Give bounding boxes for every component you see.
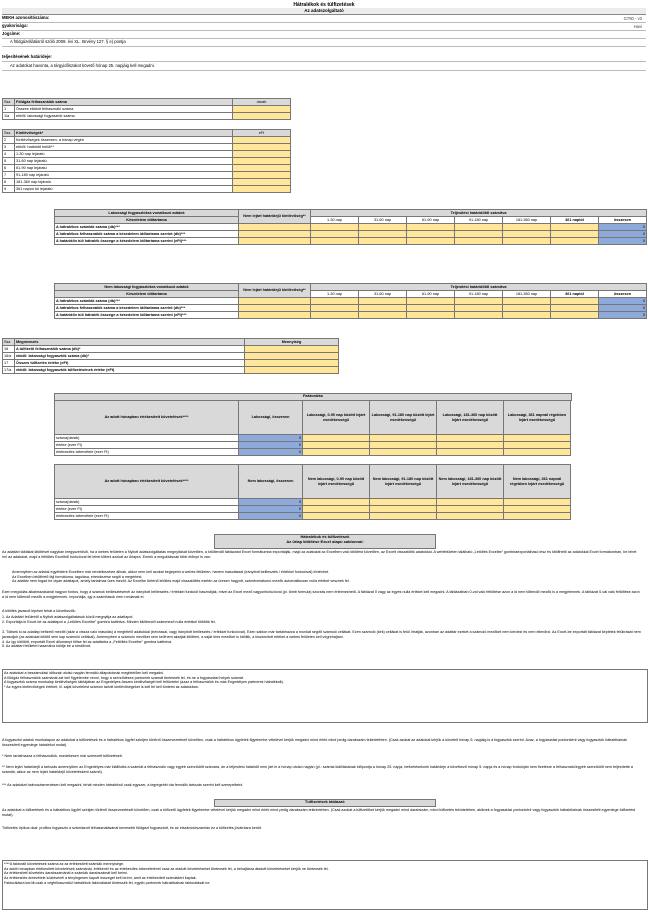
notes-p7: ** Nem lejárt határidejű a tartozás amennyiben az Engedélyes már kiállította a számlát a felhasználó vagy egyéb szerződött számára, de a teljesítési határidő nem járt le a hónap utolsó napján (pl.: számla kiállításának időpontja a hónap 25. napja, befizetéseknek határideje a következő hónap 5. napja és a hónap fordulóján nem fizetésre a felhasználó/egyéb szerződött nem teljesítette a számlát, akkor az nem lejárt határidejű követelésként számít). (2, 765, 633, 774)
cell-label: Földgáz felhasználók száma (15, 99, 233, 106)
info-line-frequency: gyakorisága: Havi (2, 23, 646, 31)
info-line-legal: Jogcíme: (2, 31, 646, 39)
factoring-nonhousehold-table: Az adott hónapban értékesített követelések**** Nem lakossági, összesen Nem lakossági, 0-90 nap között lejárt esedékességű Nem lakossági, 91-180 nap között lejárt esedékességű Nem lakossági, 181-360 nap között lejárt esedékességű Nem lakossági, 361 napnál régebben lejárt esedékességű száma(darab) 0 értéke (ezer Ft) 0 értékesítés árbevétele (ezer Ft) 0 (54, 464, 571, 520)
overpayment-table: Ssz. Megnevezés Mennyiség 16 A túlfizető felhasználók száma (db)* 16/a ebből: lakossági fogyasztók száma (db)* 17 Összes túlfizetés értéke (eFt) 17/a ebből: lakossági fogyasztók túlfizetésének értéke (eFt) (2, 338, 339, 374)
table-title: Nem lakossági fogyasztókra vonatkozó adatok (55, 284, 239, 291)
cell-ssz: Ssz. (3, 99, 15, 106)
cell-label: Összes ellátott felhasználó száma (15, 106, 233, 113)
input-cell[interactable] (233, 106, 291, 113)
notes-intro: Az adattári táblákat kitöltését nagyban leegyszerűsíti, ha a webes felületen a Nyitott adatszolgáltatás megnyitását követően, a kitöltendő táblázatot Excel formátumba exportálják, majd az adatokat az Excelben való kitöltést követően, az Excelt visszatöltik adatokkal. A webfelületen található „Letöltés Excelbe” gombbaexportálhasó lesz és kitölthető az adatokkal Excel formátumban, be lehet írni az adatokat, majd a feltöltés Excelből funkcióval fel lehet tölteni azokat az űrlapra. Ennek a megoldásnak több előnye is van: (2, 550, 637, 559)
form-code: G780 - v3 (623, 16, 642, 21)
notes-p2: Ezen megoldás alkalmazásánál nagyon fontos, hogy a számok beillesztésénél az irányított beillesztés / értékkel funkciót használják, mivel az Excel mező vagyonfunkcióval (pl. tömb formula) szorzás nem értelmezhető. A táblázat 0 vagy az egyes nulla értéket kell megadni. A táblázatban 0-val való feltöltése azon a id nem töltendő mezők is a megjelennek. A táblázat 0-val való feltöltése azon a id nem töltendő mezők a megjelennek. Importálja, így a számítások nem romlanak el. (2, 590, 640, 599)
cell-ssz: 1 (3, 106, 15, 113)
notes-steps: 1. Az Adattári felületről a Nyitott adatszolgáltatások közül megnyitja az adatlapot. 2. Exportálja ki Excel-be az adatlapot a „Letöltés Excelbe” gombra kattintva. Minden kitöltendő számmező nulla értékkel töltődik fel. 3. Töltsék ki az adatlap befizető mezőit (akár a vissza való másolás) a megfelelő adatokkal (beírással, vagy irányított beillesztés / értékkel funkcióval). Ezen sablon már tartalmazza a munkát segítő számoló cellákat. Ezen számoló (kék) cellákat is felül írhatják, azonban az adattár ezeket a számoló mezőket nem kérdezi és nem ellenőrzi. Az Excel-be exportált táblázat képletek felülírását nem javasoljuk (az adatokat kitöltő sem kap számoló cellákat). Amennyiben a számoló mezőket nem kell/nem akarják kitölteni, a saját üres mezőket is kitöltik, a kiszámított értéket a webes felületen kell végrehajtani. 4. Az így kitöltött, exportált Excel állományt töltse fel az adattárba a „Feltöltés Excelbe” gombra kattintva. 5. Az adattári felületet használva küldje be a kérdőívet. (2, 615, 641, 649)
notes-bullets: Amennyiben az adatok egyébként Excelben már rendelkezésre állnak, akkor nem kell azokat begépelni a webes felületen, hanem másolással (irányított beillesztés / értékkel funkcióval) történhet. Az Excelben letölthető fájl formátuma, tagolása, elrendezése segíti a megértést. Az adattár nem fogad be olyan adatlapot, amely tartalmaz üres mezőt. Az Excelbe történő letöltés majd visszatöltés esetén az üresen hagyott, számformátumú mezők automatikusan nulla értéket vesznek fel. (12, 570, 350, 584)
info-line-deadline: teljesítésének határideje: (2, 54, 646, 62)
input-cell[interactable] (233, 144, 291, 151)
input-cell[interactable] (233, 113, 291, 120)
row-label: A hátralékos számlák száma (db)*** (55, 224, 239, 231)
input-cell[interactable] (233, 165, 291, 172)
input-cell[interactable] (233, 158, 291, 165)
notes-box-factoring: ****A faktorált követelések száma az az értékesített számlák mennyisége. Az adott hónapban értékesített követelések számánál, értékénél és az értékesítés árbevételénél csak az eladott követeléseket tüntessék fel, a behajtásra átadott követeléseket kérjük ne tüntessék fel. Az értékesített követelés darabszámánál a számlák darabszámát kell beírni. Az értékesítés árbevétele közlésénél a ténylegesen kapott összeget kell beírni, amit az értékesített számlákért kaptak. Faktorálásra került csak a végfelhasználói hátralékok faktorálását tüntessék fel, egyéb partnerek hátralékainak faktorálását ne. (2, 860, 648, 910)
section-provider: Az adatszolgáltató (2, 8, 646, 15)
cell-ssz: 1/a (3, 113, 15, 120)
nonhousehold-arrears-table: Nem lakossági fogyasztókra vonatkozó adatok Nem lejárt határidejű kintlévőség** Teljesítési határidőtől számítva Késedelem időtartama 1-30 nap 31-60 nap 61-90 nap 91-180 nap 181-360 nap 361 naptól összesen A hátralékos számlák száma (db)*** 0 A hátralékos felhasználók száma a késedelem időtartama szerint (db)*** 0 A határidőn túli hátralék összege a késedelem időtartama szerint (eFt)*** 0 (56, 284, 646, 317)
row-label: A határidőn túli hátralék összege a késedelem időtartama szerint (eFt)*** (55, 238, 239, 245)
frequency-value: Havi (633, 24, 642, 29)
notes-p3: A kitöltés javasolt lépései tehát a következők: (2, 609, 76, 613)
table-title: Lakossági fogyasztókra vonatkozó adatok (55, 210, 239, 217)
notes-p8: *** Az adatokat halmozásmentesen kell megadni, tehát minden hátralékról csak egyszer, a legrégebbi óta fennálló tartozás szerint kell szerepeltetni. (2, 783, 244, 787)
input-cell[interactable] (233, 137, 291, 144)
input-cell[interactable] (233, 186, 291, 193)
notes-p5: A fogyasztói adatok munkalapon az adatokat a túlfizetések és a hátralékos ügyfél szintjén történő összevezetését követően, csak a hátralékos ügyfelek figyelembe vételével kérjük megadni mind érték mind pedig darabszám tekintetében. (Csak azokat az adatokat kérjük a követelt hónap 5. napjáig is a fogyasztók szerint. Azaz, a fogyasztási pontonként vagy fogyasztók hátralékainak összesített egyenlege hátralékot mutat) (2, 738, 627, 747)
input-cell[interactable] (233, 151, 291, 158)
info-line-mekh: MEKH azonosítószáma: G780 - v3 (2, 15, 646, 23)
factoring-household-table: Az adott hónapban értékesített követelések**** Lakossági, összesen Lakossági, 0-90 nap között lejárt esedékességű Lakossági, 91-180 nap között lejárt esedékességű Lakossági, 181-360 nap között lejárt esedékességű Lakossági, 361 napnál régebben lejárt esedékességű száma(darab) 0 értéke (ezer Ft) 0 értékesítés árbevétele (ezer Ft) 0 (54, 400, 571, 456)
input-cell[interactable] (233, 172, 291, 179)
info-line-law: A földgázellátásról szóló 2008. évi XL. törvény 127. § e) pontja (2, 39, 646, 47)
info-line-deadline-text: Az adatokat havonta, a tárgyidőszakot követő hónap 25. napjáig kell megadni. (2, 63, 646, 71)
overpayment-notes-title: Túlfizetések táblázat: (214, 799, 436, 807)
col-group: Teljesítési határidőtől számítva (311, 210, 647, 217)
cell-label: ebből: lakossági fogyasztók száma (15, 113, 233, 120)
notes-box-general: Az adatokat a beszámolási időszak utolsó napján fennálló állapotoknak megfelelően kell megadni. A földgáz felhasználók számánál azt kell figyelembe venni, hogy a szerződéses partnerek számát tüntessék fel, és ne a fogyasztási helyek számát. A fogyasztók száma munkalap kintlévőségek táblájában az Engedélyes összes kintlévőségét kell feltüntetni (azaz a felhasználók és más Engedélyes partnerek hátralékait). * Az egyes kintlévőségek értékét, ill. saját követelést számon tartott kintlévőségeket is kell fel kell tüntetni az adatokban. (2, 669, 648, 723)
household-arrears-table: Lakossági fogyasztókra vonatkozó adatok Nem lejárt határidejű kintlévőség** Teljesítési határidőtől számítva Késedelem időtartama 1-30 nap 31-60 nap 61-90 nap 91-180 nap 181-360 nap 361 naptól összesen A hátralékos számlák száma (db)*** 0 A hátralékos felhasználók száma a késedelem időtartama szerint (db)*** 0 A határidőn túli hátralék összege a késedelem időtartama szerint (eFt)*** 0 (56, 210, 646, 243)
notes-title: Hátralékok és túlfizetések Az űrlap kitöltése Excel alapú sablonnal: (214, 534, 436, 549)
page-title: Hátralékok és túlfizetések (2, 2, 646, 9)
consumer-count-table (2, 98, 291, 120)
notes-p9: Az adatokat a túlfizetések és a hátralékos ügyfél szintjén történő összevezetését követően, csak a túlfizető ügyfelek figyelembe vételével kérjük megadni mind érték mind pedig darabszám tekintetében. (Csak azokat a túlfizetőket kérjük megadni mind darabszám, mind túlfizetés tekintetében, akiknek a fogyasztási pontonként vagy fogyasztók hátralékainak összesített egyenlege túlfizetést mutat). (2, 808, 636, 817)
col-nonlej: Nem lejárt határidejű kintlévőség** (239, 210, 311, 224)
input-cell[interactable] (233, 179, 291, 186)
receivables-table: Ssz. Kintlévőségek* eFt 2 Kintlévőségek összesen, a hónap végén 3 ebből: határidő belüli** 4 1-30 nap lejáratú 5 31-60 nap lejáratú 6 61-90 nap lejáratú 7 91-180 nap lejáratú 8 181-360 nap lejáratú 9 361 napon túl lejáratú (2, 129, 291, 193)
col-ked: Késedelem időtartama (55, 217, 239, 224)
row-label: A hátralékos felhasználók száma a késedelem időtartama szerint (db)*** (55, 231, 239, 238)
notes-p10: Túlfizetés típikus okai: profilos fogyasztó a számlázott felhasználásánál kevesebb földgázt fogyasztott, és az elszámolószámlán ez a túlfizetés jóváírásra került. (2, 826, 262, 830)
notes-p6: * Nem tartalmazza a felhasználók, esedékesen már szerezett túlfizetéseit. (2, 754, 123, 758)
cell-unit: darab (233, 99, 291, 106)
factoring-title: Faktorálás (54, 393, 572, 401)
